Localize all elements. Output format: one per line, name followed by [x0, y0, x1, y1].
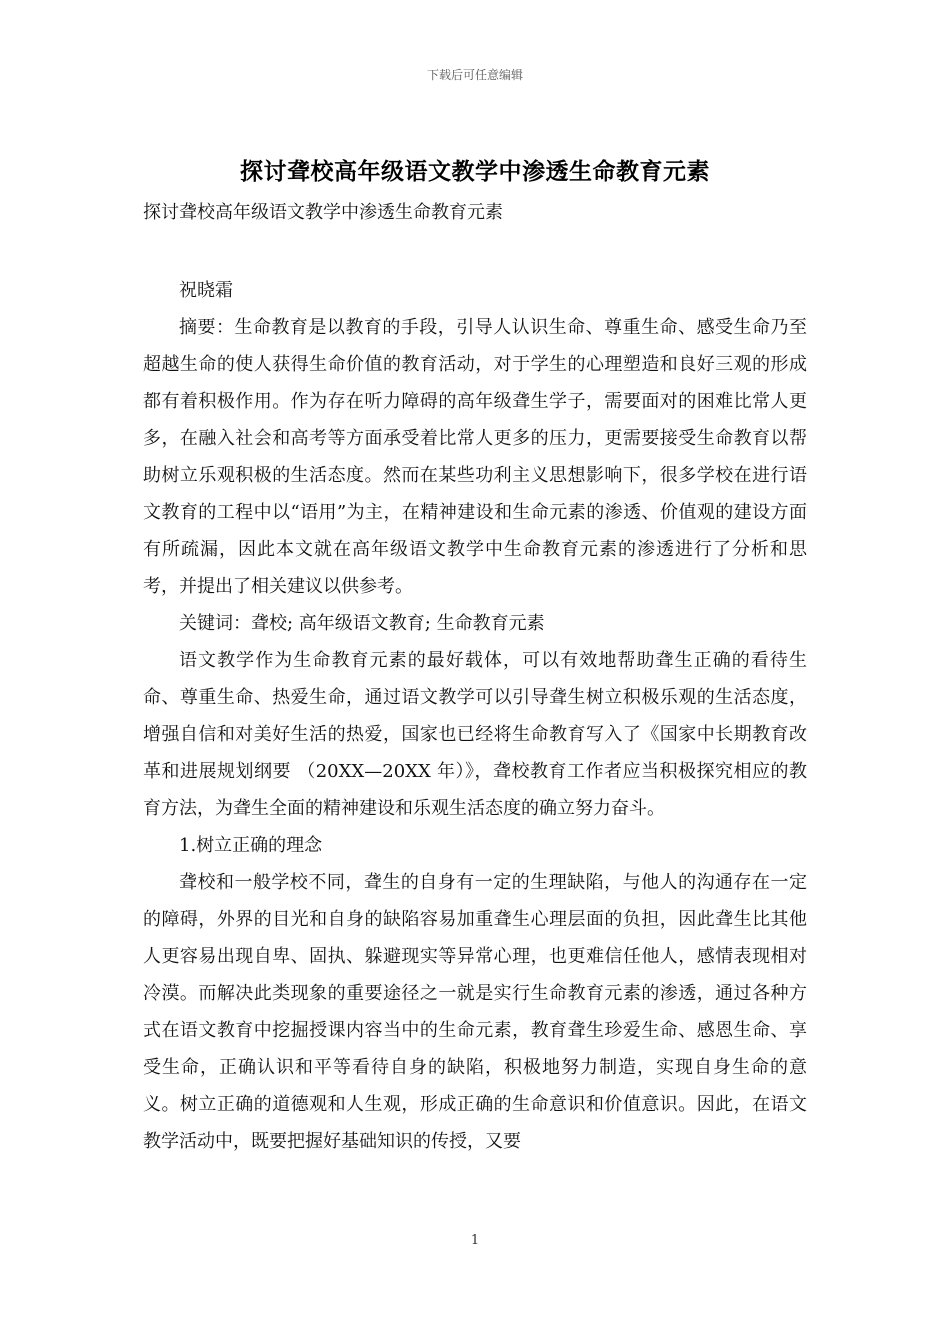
keywords-line: 关键词：聋校; 高年级语文教育; 生命教育元素	[179, 613, 545, 634]
abstract-paragraph: 摘要：生命教育是以教育的手段，引导人认识生命、尊重生命、感受生命乃至超越生命的使人获得生命价值的教育活动，对于学生的心理塑造和良好三观的形成都有着积极作用。作为存在听力障碍的高年级聋生学子，需要面对的困难比常人更多，在融入社会和高考等方面承受着比常人更多的压力，更需要接受生命教育以帮助树立乐观积极的生活态度。然而在某些功利主义思想影响下，很多学校在进行语文教育的工程中以“语用”为主，在精神建设和生命元素的渗透、价值观的建设方面有所疏漏，因此本文就在高年级语文教学中生命教育元素的渗透进行了分析和思考，并提出了相关建议以供参考。	[143, 317, 807, 597]
page-header-note: 下载后可任意编辑	[426, 68, 523, 82]
document-title: 探讨聋校高年级语文教学中渗透生命教育元素	[240, 159, 710, 185]
author-name: 祝晓霜	[179, 280, 233, 301]
section-paragraph: 聋校和一般学校不同，聋生的自身有一定的生理缺陷，与他人的沟通存在一定的障碍，外界的目光和自身的缺陷容易加重聋生心理层面的负担，因此聋生比其他人更容易出现自卑、固执、躲避现实等异常心理，也更难信任他人，感情表现相对冷漠。而解决此类现象的重要途径之一就是实行生命教育元素的渗透，通过各种方式在语文教育中挖掘授课内容当中的生命元素，教育聋生珍爱生命、感恩生命、享受生命，正确认识和平等看待自身的缺陷，积极地努力制造，实现自身生命的意义。树立正确的道德观和人生观，形成正确的生命意识和价值意识。因此，在语文教学活动中，既要把握好基础知识的传授，又要	[143, 872, 807, 1152]
section-heading: 1.树立正确的理念	[179, 835, 323, 856]
intro-paragraph: 语文教学作为生命教育元素的最好载体，可以有效地帮助聋生正确的看待生命、尊重生命、热爱生命，通过语文教学可以引导聋生树立积极乐观的生活态度，增强自信和对美好生活的热爱，国家也已经将生命教育写入了《国家中长期教育改革和进展规划纲要 （20XX—20XX 年）》，聋校教育工作者应当积极探究相应的教育方法，为聋生全面的精神建设和乐观生活态度的确立努力奋斗。	[143, 650, 807, 819]
document-body	[143, 272, 807, 1160]
page-number: 1	[470, 1233, 480, 1248]
document-subtitle: 探讨聋校高年级语文教学中渗透生命教育元素	[143, 202, 503, 223]
